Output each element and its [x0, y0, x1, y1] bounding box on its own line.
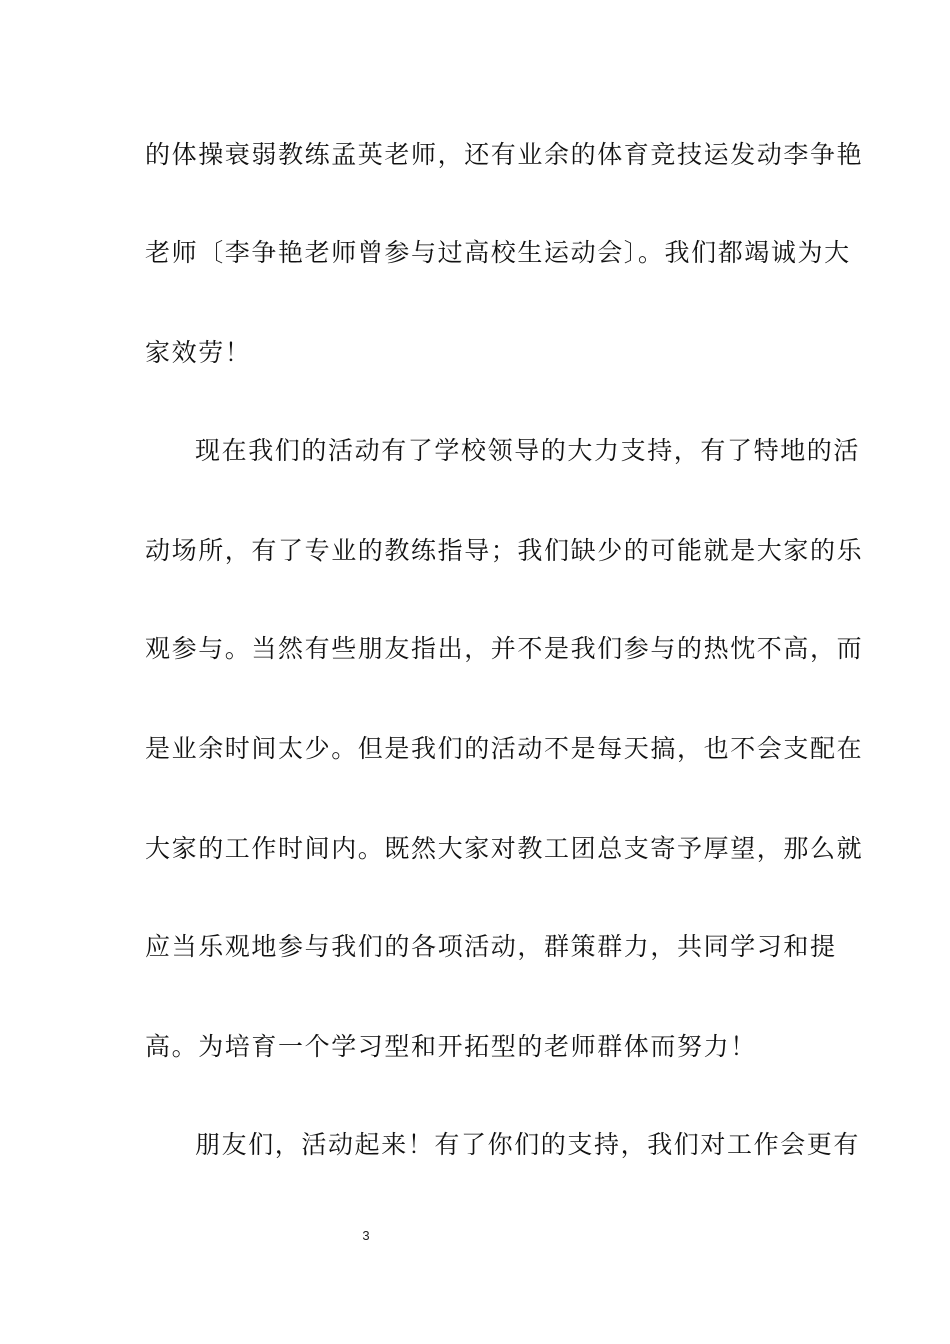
paragraph-start-line: 现在我们的活动有了学校领导的大力支持，有了特地的活 [195, 436, 861, 465]
text-line: 动场所，有了专业的教练指导；我们缺少的可能就是大家的乐 [145, 536, 864, 565]
text-line: 应当乐观地参与我们的各项活动，群策群力，共同学习和提 [145, 932, 837, 961]
text-line: 家效劳！ [145, 338, 252, 367]
text-line: 大家的工作时间内。既然大家对教工团总支寄予厚望，那么就 [145, 834, 864, 863]
page-number: 3 [362, 1228, 370, 1243]
text-line: 观参与。当然有些朋友指出，并不是我们参与的热忱不高，而 [145, 634, 864, 663]
text-line: 是业余时间太少。但是我们的活动不是每天搞，也不会支配在 [145, 734, 864, 763]
paragraph-start-line: 朋友们，活动起来！有了你们的支持，我们对工作会更有 [195, 1130, 861, 1159]
text-line: 的体操衰弱教练孟英老师，还有业余的体育竞技运发动李争艳 [145, 140, 864, 169]
text-line: 老师〔李争艳老师曾参与过高校生运动会〕。我们都竭诚为大 [145, 238, 851, 267]
text-line: 高。为培育一个学习型和开拓型的老师群体而努力！ [145, 1032, 757, 1061]
